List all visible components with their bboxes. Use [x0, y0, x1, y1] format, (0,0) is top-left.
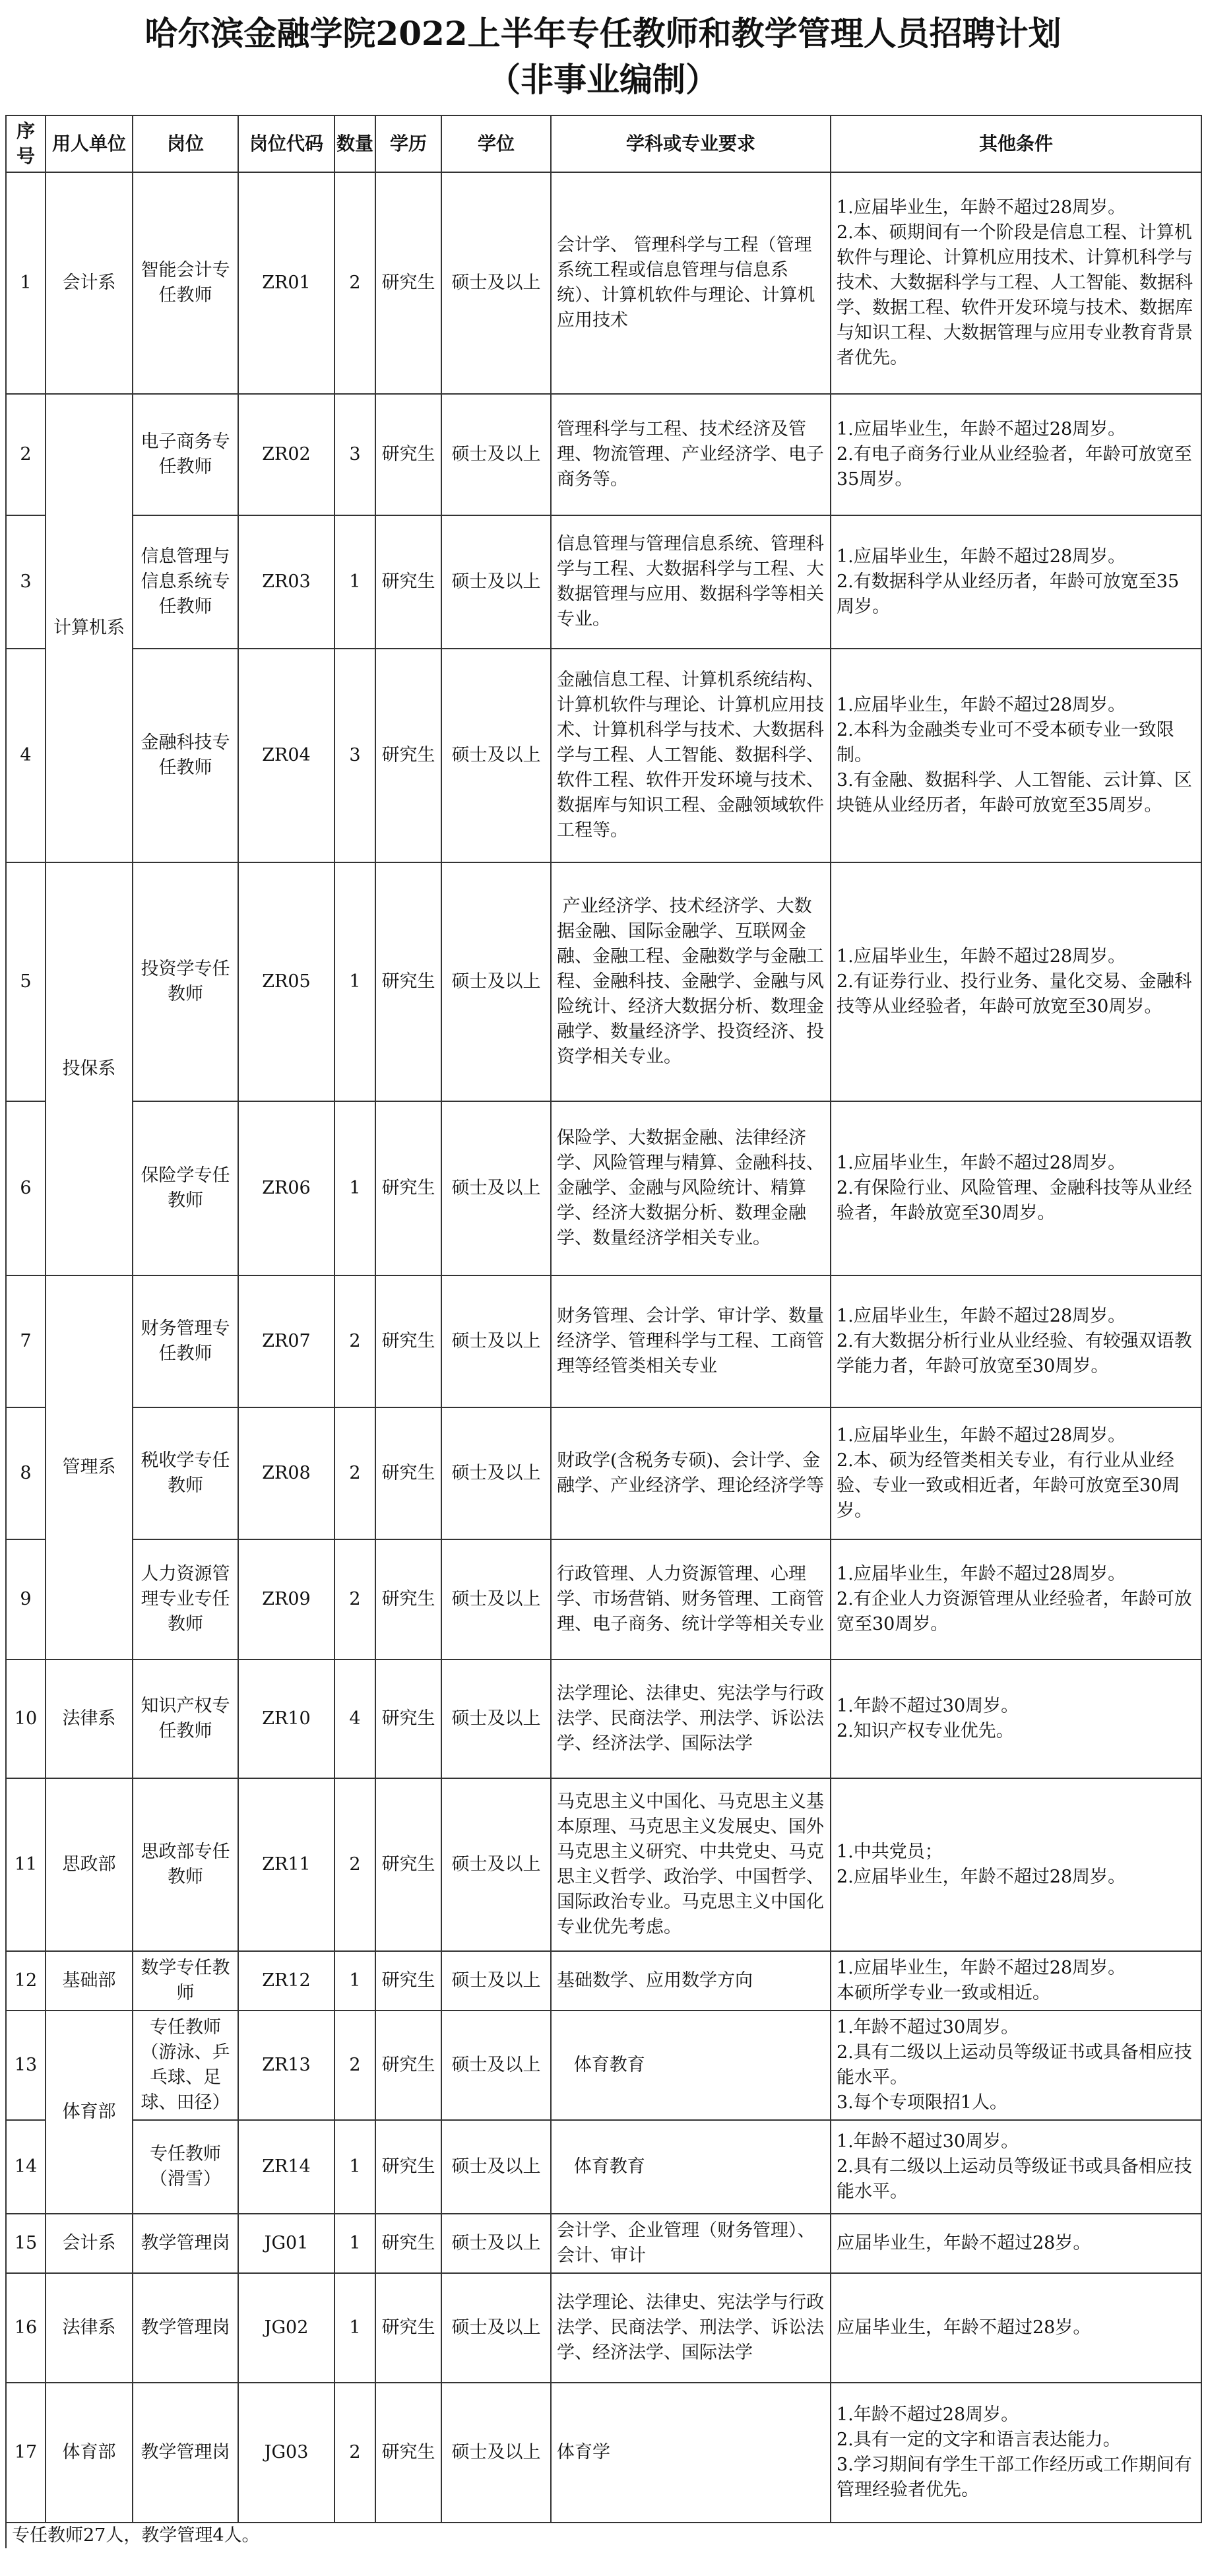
num-cell: 2 — [334, 1275, 375, 1407]
num-cell: 2 — [334, 1778, 375, 1951]
code-cell: ZR04 — [238, 649, 334, 862]
footer-row — [6, 2523, 1201, 2548]
page-subtitle: （非事业编制） — [488, 60, 718, 99]
num-cell: 1 — [334, 1951, 375, 2011]
code-cell: ZR13 — [238, 2011, 334, 2120]
code-cell: ZR02 — [238, 394, 334, 515]
header-degree: 学位 — [441, 115, 551, 172]
edu-cell: 研究生 — [375, 2011, 441, 2120]
num-cell: 3 — [334, 649, 375, 862]
major-cell: 法学理论、法律史、宪法学与行政法学、民商法学、刑法学、诉讼法学、经济法学、国际法学 — [551, 1659, 831, 1778]
row-no: 4 — [6, 649, 46, 862]
edu-cell: 研究生 — [375, 515, 441, 649]
degree-cell: 硕士及以上 — [441, 862, 551, 1101]
edu-cell: 研究生 — [375, 1659, 441, 1778]
table-row — [6, 1539, 1201, 1659]
major-cell: 会计学、 管理科学与工程（管理系统工程或信息管理与信息系统）、计算机软件与理论、计算机应用技术 — [551, 172, 831, 394]
table-row — [6, 1659, 1201, 1778]
other-cell: 1.应届毕业生，年龄不超过28周岁。 2.有电子商务行业从业经验者，年龄可放宽至35周岁。 — [831, 394, 1201, 515]
row-no: 1 — [6, 172, 46, 394]
degree-cell: 硕士及以上 — [441, 1659, 551, 1778]
edu-cell: 研究生 — [375, 172, 441, 394]
row-no: 6 — [6, 1101, 46, 1275]
degree-cell: 硕士及以上 — [441, 1539, 551, 1659]
edu-cell: 研究生 — [375, 1407, 441, 1539]
post-cell: 专任教师（游泳、乒乓球、足球、田径） — [133, 2011, 238, 2120]
header-num: 数量 — [334, 115, 375, 172]
other-cell: 1.应届毕业生，年龄不超过28周岁。 2.本、硕为经管类相关专业，有行业从业经验、专业一致或相近者，年龄可放宽至30周岁。 — [831, 1407, 1201, 1539]
degree-cell: 硕士及以上 — [441, 1951, 551, 2011]
post-cell: 教学管理岗 — [133, 2383, 238, 2523]
header-no: 序号 — [6, 115, 46, 172]
other-cell: 1.应届毕业生，年龄不超过28周岁。 2.有保险行业、风险管理、金融科技等从业经验者，年龄放宽至30周岁。 — [831, 1101, 1201, 1275]
code-cell: ZR14 — [238, 2120, 334, 2214]
degree-cell: 硕士及以上 — [441, 172, 551, 394]
recruitment-table — [5, 115, 1202, 2548]
row-no: 5 — [6, 862, 46, 1101]
num-cell: 1 — [334, 2273, 375, 2383]
degree-cell: 硕士及以上 — [441, 2011, 551, 2120]
code-cell: ZR12 — [238, 1951, 334, 2011]
edu-cell: 研究生 — [375, 2383, 441, 2523]
major-cell: 体育学 — [551, 2383, 831, 2523]
edu-cell: 研究生 — [375, 2120, 441, 2214]
header-major: 学科或专业要求 — [551, 115, 831, 172]
row-no: 11 — [6, 1778, 46, 1951]
code-cell: JG01 — [238, 2214, 334, 2273]
edu-cell: 研究生 — [375, 1275, 441, 1407]
post-cell: 保险学专任教师 — [133, 1101, 238, 1275]
code-cell: ZR06 — [238, 1101, 334, 1275]
edu-cell: 研究生 — [375, 862, 441, 1101]
edu-cell: 研究生 — [375, 1539, 441, 1659]
row-no: 10 — [6, 1659, 46, 1778]
post-cell: 知识产权专任教师 — [133, 1659, 238, 1778]
num-cell: 2 — [334, 2383, 375, 2523]
code-cell: ZR01 — [238, 172, 334, 394]
major-cell: 基础数学、应用数学方向 — [551, 1951, 831, 2011]
code-cell: ZR11 — [238, 1778, 334, 1951]
table-row — [6, 2383, 1201, 2523]
edu-cell: 研究生 — [375, 2214, 441, 2273]
post-cell: 投资学专任教师 — [133, 862, 238, 1101]
other-cell: 1.应届毕业生，年龄不超过28周岁。 2.有大数据分析行业从业经验、有较强双语教学能力者，年龄可放宽至30周岁。 — [831, 1275, 1201, 1407]
post-cell: 人力资源管理专业专任教师 — [133, 1539, 238, 1659]
table-row — [6, 2120, 1201, 2214]
other-cell: 1.应届毕业生，年龄不超过28周岁。 2.有证券行业、投行业务、量化交易、金融科技等从业经验者，年龄可放宽至30周岁。 — [831, 862, 1201, 1101]
major-cell: 会计学、企业管理（财务管理）、会计、审计 — [551, 2214, 831, 2273]
degree-cell: 硕士及以上 — [441, 2383, 551, 2523]
num-cell: 2 — [334, 1407, 375, 1539]
code-cell: JG03 — [238, 2383, 334, 2523]
other-cell: 1.年龄不超过30周岁。 2.知识产权专业优先。 — [831, 1659, 1201, 1778]
num-cell: 1 — [334, 2214, 375, 2273]
major-cell: 金融信息工程、计算机系统结构、计算机软件与理论、计算机应用技术、计算机科学与技术、大数据科学与工程、人工智能、数据科学、软件工程、软件开发环境与技术、数据库与知识工程、金融领域软件工程等。 — [551, 649, 831, 862]
row-no: 17 — [6, 2383, 46, 2523]
edu-cell: 研究生 — [375, 394, 441, 515]
row-no: 7 — [6, 1275, 46, 1407]
table-row — [6, 862, 1201, 1101]
other-cell: 1.应届毕业生，年龄不超过28周岁。 2.有数据科学从业经历者，年龄可放宽至35周岁。 — [831, 515, 1201, 649]
other-cell: 1.年龄不超过28周岁。 2.具有一定的文字和语言表达能力。 3.学习期间有学生干部工作经历或工作期间有管理经验者优先。 — [831, 2383, 1201, 2523]
degree-cell: 硕士及以上 — [441, 515, 551, 649]
other-cell: 1.应届毕业生，年龄不超过28周岁。 2.本科为金融类专业可不受本硕专业一致限制。 3.有金融、数据科学、人工智能、云计算、区块链从业经历者，年龄可放宽至35周岁。 — [831, 649, 1201, 862]
post-cell: 信息管理与信息系统专任教师 — [133, 515, 238, 649]
unit-cell: 基础部 — [46, 1951, 133, 2011]
num-cell: 3 — [334, 394, 375, 515]
degree-cell: 硕士及以上 — [441, 1275, 551, 1407]
other-cell: 1.应届毕业生，年龄不超过28周岁。 2.有企业人力资源管理从业经验者，年龄可放宽至30周岁。 — [831, 1539, 1201, 1659]
other-cell: 1.中共党员； 2.应届毕业生，年龄不超过28周岁。 — [831, 1778, 1201, 1951]
table-row — [6, 172, 1201, 394]
unit-cell: 体育部 — [46, 2383, 133, 2523]
degree-cell: 硕士及以上 — [441, 2120, 551, 2214]
post-cell: 金融科技专任教师 — [133, 649, 238, 862]
unit-cell: 法律系 — [46, 2273, 133, 2383]
table-row — [6, 1951, 1201, 2011]
major-cell: 产业经济学、技术经济学、大数据金融、国际金融学、互联网金融、金融工程、金融数学与金融工程、金融科技、金融学、金融与风险统计、经济大数据分析、数理金融学、数量经济学、投资经济、投资学相关专业。 — [551, 862, 831, 1101]
unit-cell: 投保系 — [46, 862, 133, 1275]
post-cell: 税收学专任教师 — [133, 1407, 238, 1539]
row-no: 16 — [6, 2273, 46, 2383]
other-cell: 应届毕业生，年龄不超过28岁。 — [831, 2273, 1201, 2383]
unit-cell: 思政部 — [46, 1778, 133, 1951]
header-other: 其他条件 — [831, 115, 1201, 172]
major-cell: 马克思主义中国化、马克思主义基本原理、马克思主义发展史、国外马克思主义研究、中共党史、马克思主义哲学、政治学、中国哲学、国际政治专业。马克思主义中国化专业优先考虑。 — [551, 1778, 831, 1951]
post-cell: 电子商务专任教师 — [133, 394, 238, 515]
degree-cell: 硕士及以上 — [441, 649, 551, 862]
unit-cell: 会计系 — [46, 2214, 133, 2273]
edu-cell: 研究生 — [375, 1951, 441, 2011]
degree-cell: 硕士及以上 — [441, 2273, 551, 2383]
page-title: 哈尔滨金融学院2022上半年专任教师和教学管理人员招聘计划 — [144, 14, 1062, 53]
major-cell: 管理科学与工程、技术经济及管理、物流管理、产业经济学、电子商务等。 — [551, 394, 831, 515]
post-cell: 思政部专任教师 — [133, 1778, 238, 1951]
row-no: 3 — [6, 515, 46, 649]
degree-cell: 硕士及以上 — [441, 1778, 551, 1951]
header-code: 岗位代码 — [238, 115, 334, 172]
table-row — [6, 2214, 1201, 2273]
unit-cell: 计算机系 — [46, 394, 133, 862]
major-cell: 体育教育 — [551, 2011, 831, 2120]
other-cell: 1.应届毕业生，年龄不超过28周岁。 2.本、硕期间有一个阶段是信息工程、计算机软件与理论、计算机应用技术、计算机科学与技术、大数据科学与工程、人工智能、数据科学、数据工程、软件开发环境与技术、数据库与知识工程、大数据管理与应用专业教育背景者优先。 — [831, 172, 1201, 394]
table-row — [6, 649, 1201, 862]
row-no: 8 — [6, 1407, 46, 1539]
post-cell: 教学管理岗 — [133, 2273, 238, 2383]
row-no: 13 — [6, 2011, 46, 2120]
major-cell: 保险学、大数据金融、法律经济学、风险管理与精算、金融科技、金融学、金融与风险统计、精算学、经济大数据分析、数理金融学、数量经济学相关专业。 — [551, 1101, 831, 1275]
row-no: 14 — [6, 2120, 46, 2214]
other-cell: 1.年龄不超过30周岁。 2.具有二级以上运动员等级证书或具备相应技能水平。 — [831, 2120, 1201, 2214]
edu-cell: 研究生 — [375, 1778, 441, 1951]
header-unit: 用人单位 — [46, 115, 133, 172]
table-row — [6, 394, 1201, 515]
table-row — [6, 2273, 1201, 2383]
other-cell: 1.年龄不超过30周岁。 2.具有二级以上运动员等级证书或具备相应技能水平。 3.每个专项限招1人。 — [831, 2011, 1201, 2120]
degree-cell: 硕士及以上 — [441, 394, 551, 515]
row-no: 9 — [6, 1539, 46, 1659]
unit-cell: 管理系 — [46, 1275, 133, 1659]
num-cell: 1 — [334, 862, 375, 1101]
row-no: 12 — [6, 1951, 46, 2011]
code-cell: ZR03 — [238, 515, 334, 649]
code-cell: ZR08 — [238, 1407, 334, 1539]
other-cell: 应届毕业生，年龄不超过28岁。 — [831, 2214, 1201, 2273]
major-cell: 信息管理与管理信息系统、管理科学与工程、大数据科学与工程、大数据管理与应用、数据科学等相关专业。 — [551, 515, 831, 649]
post-cell: 教学管理岗 — [133, 2214, 238, 2273]
footer-note: 专任教师27人，教学管理4人。 — [6, 2523, 1201, 2548]
code-cell: ZR07 — [238, 1275, 334, 1407]
code-cell: ZR10 — [238, 1659, 334, 1778]
num-cell: 2 — [334, 172, 375, 394]
num-cell: 2 — [334, 2011, 375, 2120]
post-cell: 智能会计专任教师 — [133, 172, 238, 394]
table-row — [6, 1778, 1201, 1951]
unit-cell: 会计系 — [46, 172, 133, 394]
unit-cell: 体育部 — [46, 2011, 133, 2214]
table-row — [6, 1101, 1201, 1275]
major-cell: 法学理论、法律史、宪法学与行政法学、民商法学、刑法学、诉讼法学、经济法学、国际法学 — [551, 2273, 831, 2383]
table-row — [6, 1407, 1201, 1539]
post-cell: 专任教师（滑雪） — [133, 2120, 238, 2214]
major-cell: 财政学(含税务专硕)、会计学、金融学、产业经济学、理论经济学等 — [551, 1407, 831, 1539]
table-row — [6, 1275, 1201, 1407]
post-cell: 财务管理专任教师 — [133, 1275, 238, 1407]
post-cell: 数学专任教师 — [133, 1951, 238, 2011]
edu-cell: 研究生 — [375, 649, 441, 862]
edu-cell: 研究生 — [375, 1101, 441, 1275]
table-row — [6, 2011, 1201, 2120]
num-cell: 1 — [334, 2120, 375, 2214]
header-edu: 学历 — [375, 115, 441, 172]
num-cell: 1 — [334, 1101, 375, 1275]
header-row — [6, 115, 1201, 172]
major-cell: 体育教育 — [551, 2120, 831, 2214]
num-cell: 4 — [334, 1659, 375, 1778]
row-no: 2 — [6, 394, 46, 515]
header-post: 岗位 — [133, 115, 238, 172]
code-cell: ZR05 — [238, 862, 334, 1101]
unit-cell: 法律系 — [46, 1659, 133, 1778]
degree-cell: 硕士及以上 — [441, 2214, 551, 2273]
edu-cell: 研究生 — [375, 2273, 441, 2383]
table-body — [6, 172, 1201, 2523]
other-cell: 1.应届毕业生，年龄不超过28周岁。 本硕所学专业一致或相近。 — [831, 1951, 1201, 2011]
major-cell: 行政管理、人力资源管理、心理学、市场营销、财务管理、工商管理、电子商务、统计学等相关专业 — [551, 1539, 831, 1659]
degree-cell: 硕士及以上 — [441, 1407, 551, 1539]
num-cell: 2 — [334, 1539, 375, 1659]
degree-cell: 硕士及以上 — [441, 1101, 551, 1275]
num-cell: 1 — [334, 515, 375, 649]
row-no: 15 — [6, 2214, 46, 2273]
code-cell: ZR09 — [238, 1539, 334, 1659]
code-cell: JG02 — [238, 2273, 334, 2383]
major-cell: 财务管理、会计学、审计学、数量经济学、管理科学与工程、工商管理等经管类相关专业 — [551, 1275, 831, 1407]
table-row — [6, 515, 1201, 649]
